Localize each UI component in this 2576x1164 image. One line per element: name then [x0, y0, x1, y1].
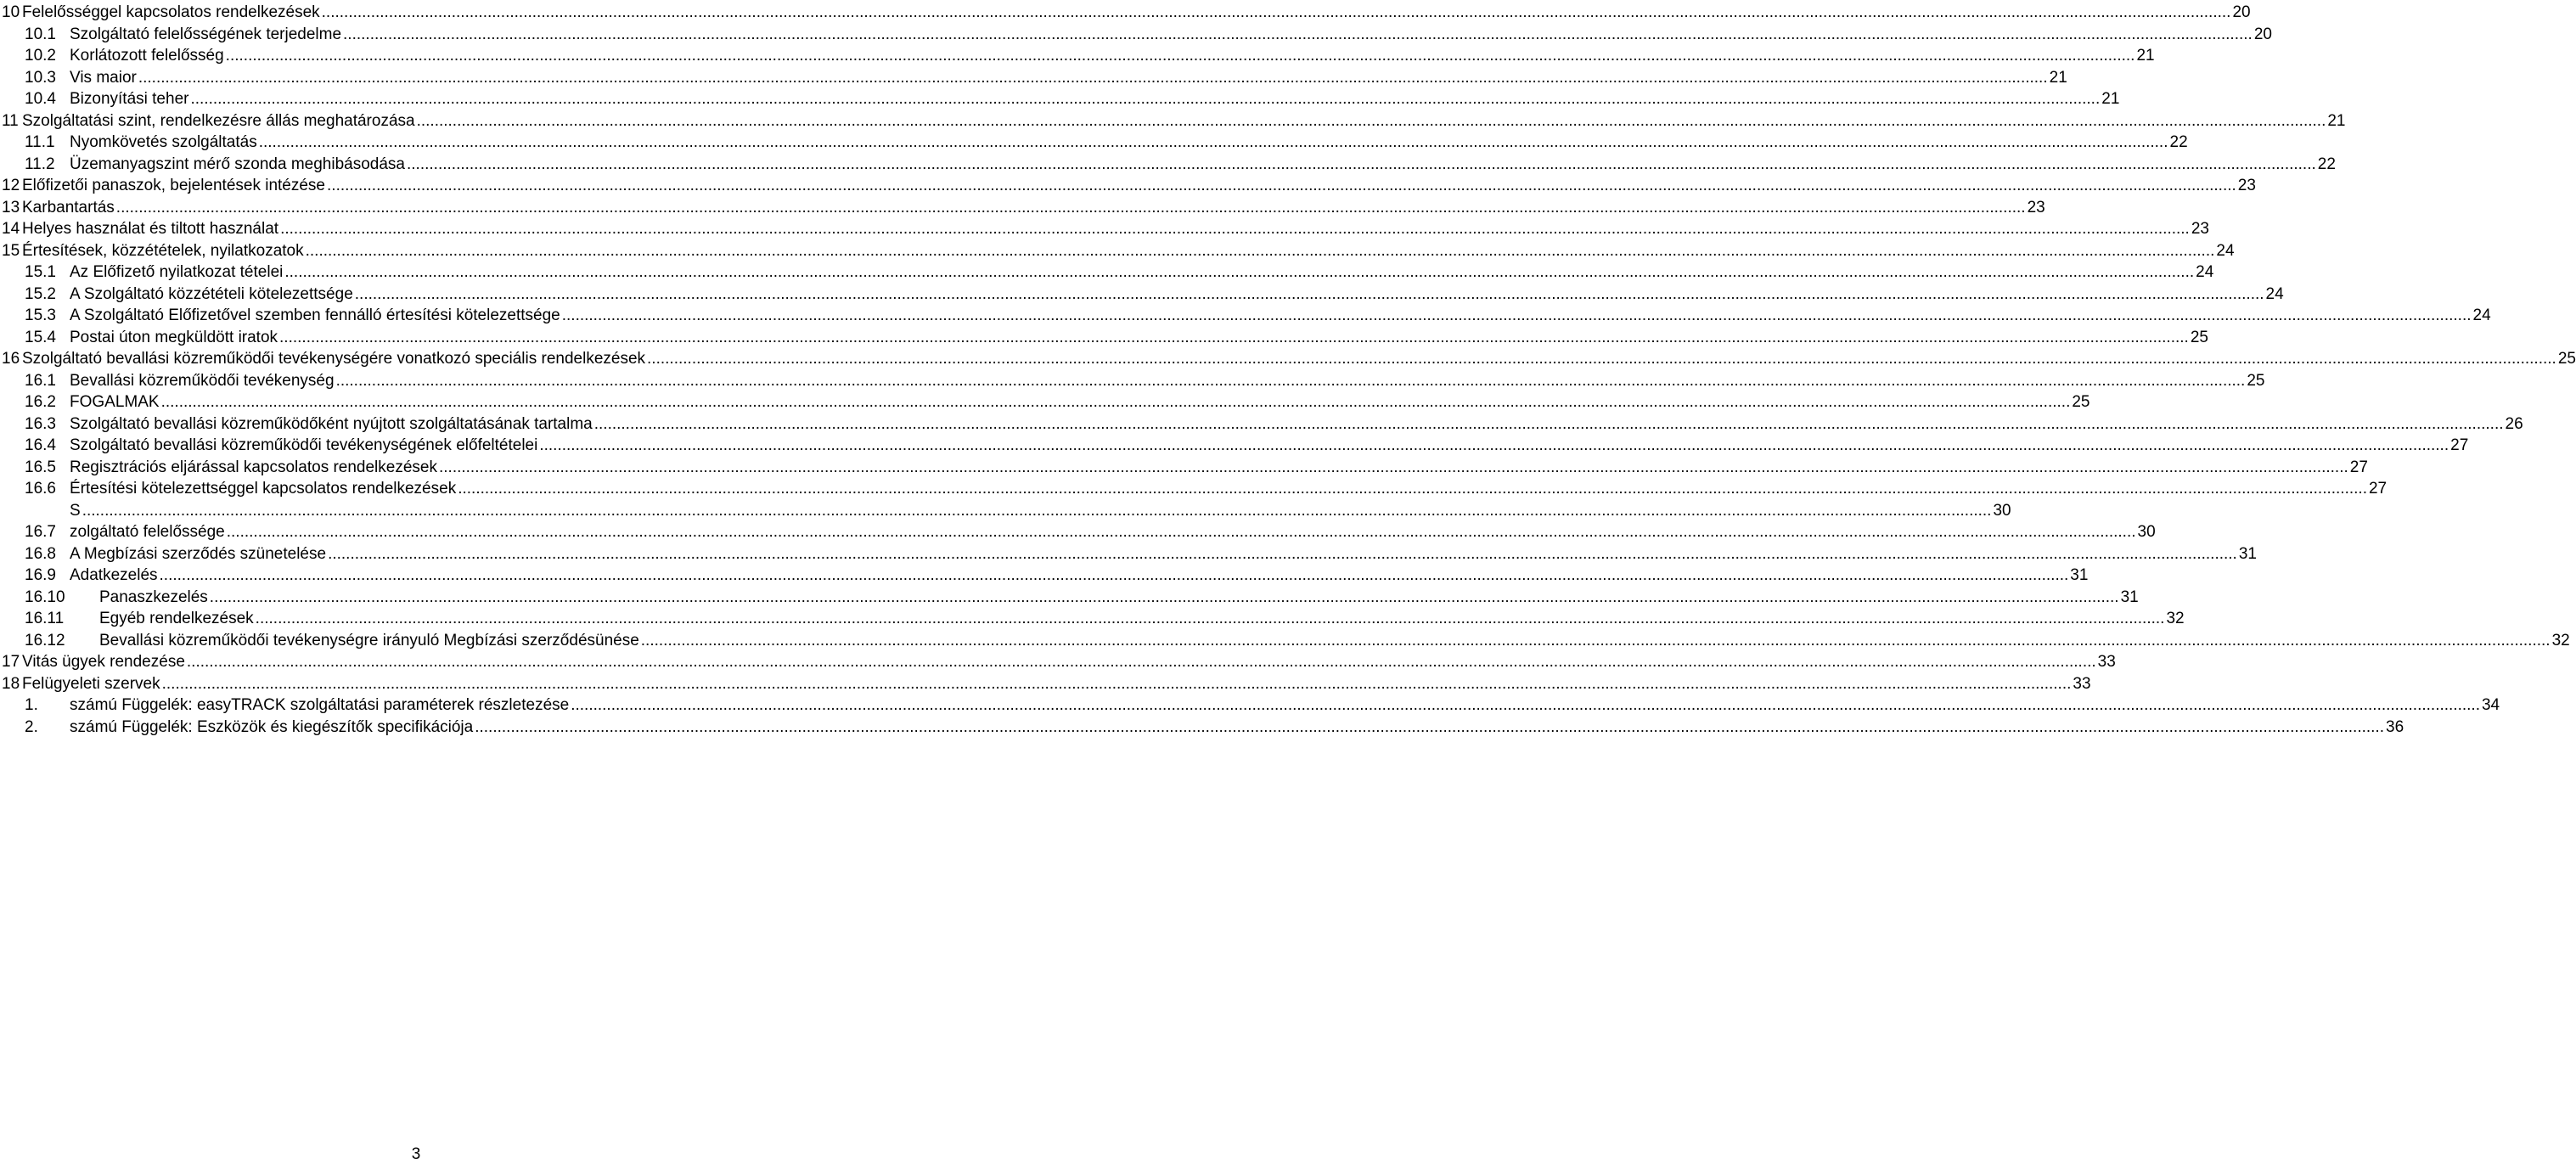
toc-entry-page: 21 [2327, 111, 2346, 130]
toc-entry-title: Vis maior [70, 68, 137, 87]
toc-dot-leader [343, 25, 2253, 44]
toc-entry-number: 16.7 [25, 523, 56, 541]
toc-entry-title: A Szolgáltató közzétételi kötelezettsége [70, 284, 353, 303]
toc-entry[interactable] [2, 672, 2091, 694]
toc-dot-leader [259, 133, 2168, 152]
toc-dot-leader [328, 545, 2237, 564]
toc-entry-page: 34 [2481, 696, 2500, 714]
toc-entry-number: 15.2 [25, 284, 56, 303]
toc-dot-leader [162, 675, 2072, 694]
toc-dot-leader [458, 480, 2367, 498]
toc-entry-title: Regisztrációs eljárással kapcsolatos rendelkezések [70, 458, 437, 476]
toc-entry-page: 23 [2027, 198, 2045, 216]
toc-entry-title: számú Függelék: Eszközök és kiegészítők specifikációja [70, 717, 474, 736]
toc-dot-leader [647, 350, 2556, 368]
toc-entry-title: Egyéb rendelkezések [99, 610, 254, 627]
toc-entry-page: 25 [2247, 371, 2265, 390]
toc-entry[interactable] [25, 520, 2156, 542]
toc-entry-title: Bevallási közreműködői tevékenységre irányuló Megbízási szerződésünése [99, 631, 639, 649]
toc-dot-leader [161, 393, 2071, 412]
toc-entry-page: 21 [2101, 90, 2120, 108]
toc-entry-number: 10.4 [25, 90, 56, 108]
toc-entry-number: 16.11 [25, 610, 65, 627]
toc-entry[interactable] [25, 325, 2208, 347]
toc-entry-number: 10.3 [25, 68, 56, 87]
toc-entry-title: Szolgáltató bevallási közreműködői tevékenységének előfeltételei [70, 436, 538, 454]
toc-dot-leader [355, 285, 2264, 304]
toc-dot-leader [187, 653, 2096, 672]
toc-entry-page: 22 [2169, 133, 2188, 151]
toc-entry[interactable] [2, 216, 2209, 239]
toc-entry-number: 15.1 [25, 263, 56, 281]
toc-entry-number: 15 [2, 241, 20, 260]
toc-entry[interactable] [25, 455, 2368, 477]
toc-entry-number: 13 [2, 198, 20, 216]
toc-entry[interactable] [25, 87, 2120, 109]
toc-entry-title: Panaszkezelés [99, 588, 208, 606]
toc-entry[interactable] [25, 412, 2523, 434]
toc-entry-number: 16.10 [25, 588, 65, 606]
toc-entry[interactable] [25, 542, 2257, 564]
toc-dot-leader [190, 90, 2100, 109]
toc-entry[interactable] [25, 22, 2272, 44]
toc-entry[interactable] [25, 715, 2404, 737]
toc-entry-page: 30 [1993, 501, 2011, 520]
toc-entry[interactable] [25, 303, 2491, 325]
toc-dot-leader [306, 242, 2215, 261]
toc-dot-leader [210, 588, 2119, 607]
toc-entry-page: 25 [2190, 328, 2208, 346]
toc-entry-title: Előfizetői panaszok, bejelentések intézése [22, 177, 326, 194]
toc-entry-page: 20 [2253, 25, 2272, 43]
toc-entry-number: 11 [2, 111, 19, 130]
toc-entry-number: 16.2 [25, 393, 56, 411]
toc-entry-title: Szolgáltatási szint, rendelkezésre állás meghatározása [22, 111, 415, 130]
toc-entry-number: 10.2 [25, 47, 56, 65]
toc-dot-leader [116, 199, 2026, 217]
toc-entry-number: 15.4 [25, 328, 56, 346]
toc-entry-title: Szolgáltató bevallási közreműködőként nyújtott szolgáltatásának tartalma [70, 414, 593, 433]
toc-entry-number: 10 [2, 3, 20, 21]
toc-dot-leader [407, 155, 2316, 174]
toc-entry-page: 27 [2450, 436, 2469, 454]
toc-entry-page: 33 [2073, 674, 2091, 693]
toc-entry-title: Adatkezelés [70, 566, 158, 584]
toc-entry-number: 16.8 [25, 544, 56, 563]
toc-entry-page: 30 [2137, 523, 2156, 541]
toc-dot-leader [417, 112, 2326, 131]
toc-entry-title: A Megbízási szerződés szünetelése [70, 544, 327, 563]
toc-entry-number: 1. [25, 696, 38, 714]
toc-entry-page: 24 [2472, 306, 2491, 324]
toc-dot-leader [256, 610, 2165, 628]
toc-entry[interactable] [25, 585, 2139, 607]
toc-dot-leader [322, 3, 2231, 22]
toc-entry[interactable] [25, 368, 2265, 391]
toc-entry-title: Felelősséggel kapcsolatos rendelkezések [22, 3, 320, 21]
toc-dot-leader [539, 436, 2449, 455]
toc-entry-page: 23 [2191, 220, 2209, 238]
toc-entry-page: 27 [2349, 458, 2368, 476]
toc-entry-title: A Szolgáltató Előfizetővel szemben fennálló értesítési kötelezettsége [70, 306, 560, 324]
toc-entry-title: Bevallási közreműködői tevékenység [70, 371, 335, 390]
toc-dot-leader [439, 458, 2348, 477]
toc-entry-title: Szolgáltató bevallási közreműködői tevékenységére vonatkozó speciális rendelkezések [22, 350, 646, 368]
toc-entry[interactable] [2, 195, 2045, 217]
toc-dot-leader [226, 47, 2135, 65]
toc-entry[interactable] [2, 239, 2235, 261]
toc-entry-page: 21 [2136, 47, 2155, 65]
toc-entry-title: Értesítési kötelezettséggel kapcsolatos rendelkezések [70, 480, 457, 498]
toc-entry-title: S [70, 501, 81, 520]
toc-entry[interactable] [2, 649, 2116, 672]
toc-entry-page: 21 [2049, 68, 2067, 87]
toc-entry[interactable] [25, 433, 2469, 455]
toc-entry-title: Vitás ügyek rendezése [22, 653, 185, 671]
toc-entry-number: 11.1 [25, 133, 55, 151]
toc-entry-page: 25 [2072, 393, 2090, 411]
toc-dot-leader [594, 415, 2504, 434]
toc-entry[interactable] [25, 693, 2500, 715]
toc-entry-title: Felügyeleti szervek [22, 674, 160, 693]
toc-dot-leader [475, 718, 2384, 737]
toc-entry-number: 16.9 [25, 566, 56, 584]
toc-entry-page: 24 [2196, 263, 2214, 281]
toc-entry[interactable] [25, 498, 2011, 520]
toc-dot-leader [160, 566, 2069, 585]
toc-entry-title: Karbantartás [22, 198, 115, 216]
toc-entry-number: 16.5 [25, 458, 56, 476]
toc-entry-number: 16.6 [25, 480, 56, 498]
toc-entry-page: 24 [2216, 241, 2235, 260]
toc-entry[interactable] [25, 260, 2214, 282]
toc-entry[interactable] [25, 130, 2188, 152]
toc-entry[interactable] [25, 476, 2388, 498]
toc-entry-number: 16.1 [25, 371, 56, 390]
toc-entry-page: 31 [2238, 544, 2257, 563]
toc-dot-leader [280, 220, 2190, 239]
toc-entry[interactable] [2, 173, 2256, 195]
toc-entry-title: Nyomkövetés szolgáltatás [70, 133, 257, 151]
toc-entry-title: számú Függelék: easyTRACK szolgáltatási paraméterek részletezése [70, 696, 570, 714]
toc-entry-number: 17 [2, 653, 20, 671]
toc-entry-page: 32 [2166, 610, 2185, 627]
toc-entry-number: 16.12 [25, 631, 65, 649]
toc-entry[interactable] [25, 390, 2090, 412]
toc-dot-leader [336, 372, 2246, 391]
toc-dot-leader [279, 329, 2189, 347]
toc-entry[interactable] [25, 282, 2284, 304]
toc-entry-title: Helyes használat és tiltott használat [22, 220, 279, 238]
toc-entry[interactable] [2, 0, 2251, 22]
toc-entry-title: Postai úton megküldött iratok [70, 328, 278, 346]
toc-entry-page: 31 [2120, 588, 2139, 606]
toc-dot-leader [227, 523, 2136, 542]
toc-dot-leader [138, 69, 2048, 87]
toc-entry-number: 15.3 [25, 306, 56, 324]
toc-entry-title: Értesítések, közzétételek, nyilatkozatok [22, 241, 304, 260]
toc-entry[interactable] [25, 606, 2185, 628]
toc-entry-page: 32 [2551, 631, 2570, 649]
toc-entry[interactable] [25, 152, 2336, 174]
toc-entry-page: 31 [2070, 566, 2089, 584]
toc-dot-leader [82, 502, 1992, 520]
toc-dot-leader [571, 696, 2480, 715]
toc-dot-leader [284, 263, 2194, 282]
toc-entry-title: Bizonyítási teher [70, 90, 189, 108]
toc-entry[interactable] [2, 109, 2346, 131]
toc-entry-page: 26 [2505, 414, 2523, 433]
toc-dot-leader [641, 632, 2551, 650]
toc-entry-page: 25 [2557, 350, 2576, 368]
page-number: 3 [411, 1145, 421, 1163]
toc-entry[interactable] [2, 346, 2576, 368]
toc-entry-number: 16.3 [25, 414, 56, 433]
toc-entry-page: 20 [2232, 3, 2251, 21]
toc-entry-number: 12 [2, 177, 20, 194]
toc-entry-title: Szolgáltató felelősségének terjedelme [70, 25, 342, 43]
toc-entry-number: 11.2 [25, 155, 55, 173]
toc-entry[interactable] [25, 43, 2155, 65]
toc-entry-number: 16.4 [25, 436, 56, 454]
toc-entry-number: 16 [2, 350, 20, 368]
toc-entry-page: 22 [2317, 155, 2336, 173]
toc-dot-leader [562, 306, 2472, 325]
toc-entry[interactable] [25, 628, 2570, 650]
toc-entry-number: 2. [25, 717, 38, 736]
toc-dot-leader [327, 177, 2236, 195]
toc-entry-number: 10.1 [25, 25, 56, 43]
toc-entry-number: 18 [2, 674, 20, 693]
toc-entry-title: Az Előfizető nyilatkozat tételei [70, 263, 284, 281]
toc-entry-page: 23 [2237, 177, 2256, 194]
toc-entry-title: Korlátozott felelősség [70, 47, 224, 65]
toc-entry[interactable] [25, 65, 2067, 87]
toc-entry-page: 33 [2097, 653, 2116, 671]
toc-entry[interactable] [25, 563, 2089, 585]
toc-entry-title: FOGALMAK [70, 393, 160, 411]
toc-entry-number: 14 [2, 220, 20, 238]
toc-entry-page: 24 [2265, 284, 2284, 303]
toc-entry-title: Üzemanyagszint mérő szonda meghibásodása [70, 155, 405, 173]
toc-entry-page: 36 [2386, 717, 2404, 736]
toc-entry-page: 27 [2368, 480, 2388, 498]
toc-entry-title: zolgáltató felelőssége [70, 523, 225, 541]
